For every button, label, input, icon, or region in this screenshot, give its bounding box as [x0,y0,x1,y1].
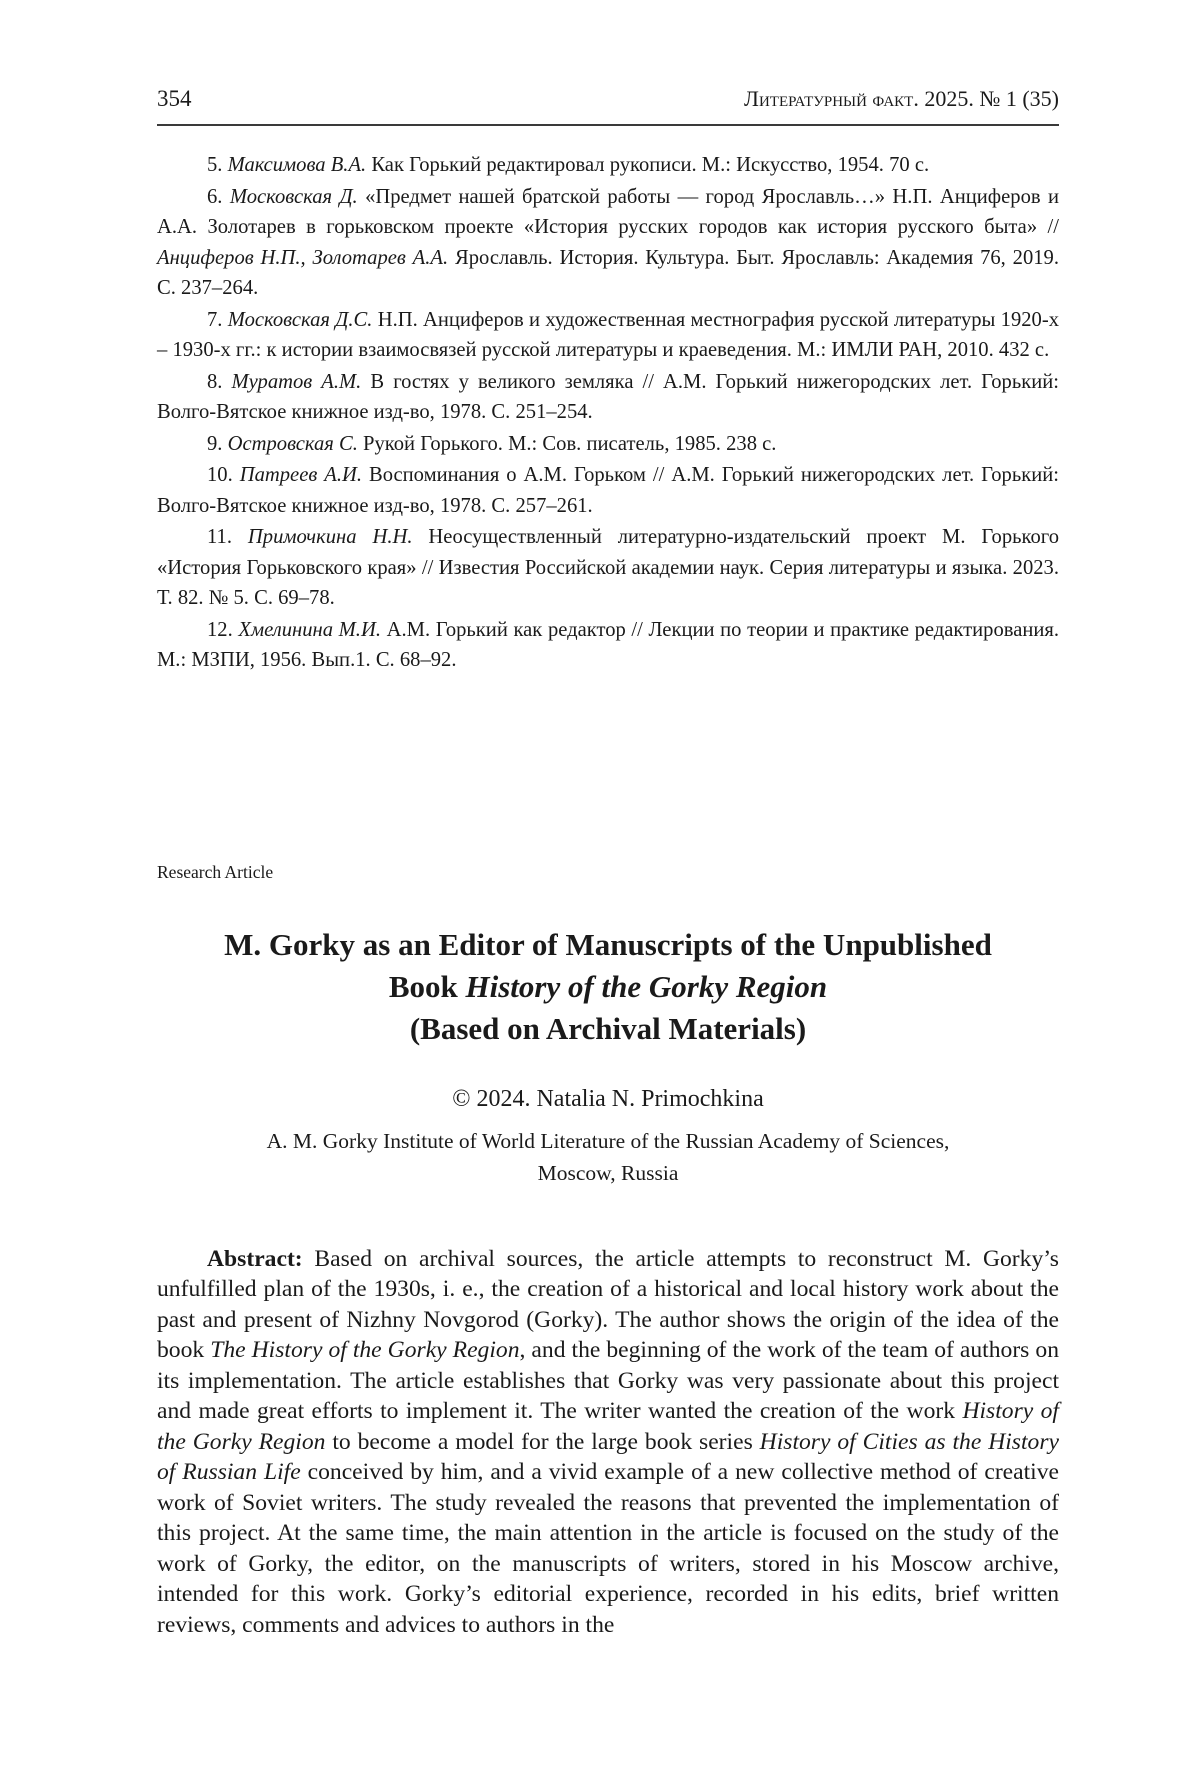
reference-item: 11. Примочкина Н.Н. Неосуществленный литературно-издательский проект М. Горького «История Горьковского края» // Известия Российской академии наук. Серия литературы и языка. 2023. Т. 82. № 5. С. 69–78. [157,526,1059,609]
reference-item: 9. Островская С. Рукой Горького. М.: Сов. писатель, 1985. 238 с. [207,432,777,455]
reference-author: Примочкина Н.Н. [247,526,413,548]
reference-item: 8. Муратов А.М. В гостях у великого земляка // А.М. Горький нижегородских лет. Горький: Волго-Вятское книжное изд-во, 1978. С. 251–254. [157,370,1060,423]
reference-author: Московская Д.С. [227,308,373,331]
abstract-heading: Abstract: [207,1245,303,1272]
article-title [157,924,1059,1050]
reference-author: Островская С. [227,432,358,455]
title-line: Book History of the Gorky Region [388,969,828,1004]
reference-list [157,150,1059,677]
reference-author: Патреев А.И. [239,464,362,486]
journal-citation [744,86,1059,112]
reference-item: 7. Московская Д.С. Н.П. Анциферов и художественная местнография русской литературы 1920-х – 1930-х гг.: к истории взаимосвязей русской литературы и краеведения. М.: ИМЛИ РАН, 2010. 432 с. [157,308,1060,361]
article-author: © 2024. Natalia N. Primochkina [452,1086,764,1112]
title-line: (Based on Archival Materials) [409,1011,807,1046]
running-header [157,86,1059,126]
reference-item: 6. Московская Д. «Предмет нашей братской работы — город Ярославль…» Н.П. Анциферов и А.А. Золотарев в горьковском проекте «История русских городов как история русского быта» // Анциферов Н.П., Золотарев А.А. Ярославль. История. Культура. Быт. Ярославль: Академия 76, 2019. С. 237–264. [157,185,1059,299]
reference-author: Анциферов Н.П., Золотарев А.А. [157,246,449,269]
reference-item: 5. Максимова В.А. Как Горький редактировал рукописи. М.: Искусство, 1954. 70 с. [207,154,930,176]
journal-name: Литературный факт [744,86,914,111]
journal-issue: . 2025. № 1 (35) [913,86,1059,111]
title-book-name: History of the Gorky Region [465,969,828,1004]
reference-author: Муратов А.М. [231,370,362,393]
reference-item: 10. Патреев А.И. Воспоминания о А.М. Горьком // А.М. Горький нижегородских лет. Горький: Волго-Вятское книжное изд-во, 1978. С. 257–261. [157,464,1059,517]
reference-author: Максимова В.А. [227,154,367,176]
page-number: 354 [157,86,192,111]
abstract-paragraph: Abstract: Based on archival sources, the article attempts to reconstruct M. Gorky’s unfulfilled plan of the 1930s, i. e., the creation of a historical and local history work about the past and present of Nizhny Novgorod (Gorky). The author shows the origin of the idea of the book The History of the Gorky Region, and the beginning of the work of the team of authors on its implementation. The article establishes that Gorky was very passionate about this project and made great efforts to implement it. The writer wanted the creation of the work History of the Gorky Region to become a model for the large book series History of Cities as the History of Russian Life conceived by him, and a vivid example of a new collective method of creative work of Soviet writers. The study revealed the reasons that prevented the implementation of this project. At the same time, the main attention in the article is focused on the study of the work of Gorky, the editor, on the manuscripts of writers, stored in his Moscow archive, intended for this work. Gorky’s editorial experience, recorded in his edits, brief written reviews, comments and advices to authors in the [157,1245,1059,1638]
reference-item: 12. Хмелинина М.И. А.М. Горький как редактор // Лекции по теории и практике редактирования. М.: МЗПИ, 1956. Вып.1. С. 68–92. [157,618,1060,671]
author-affiliation: A. M. Gorky Institute of World Literature of the Russian Academy of Sciences, Moscow, Russia [266,1129,950,1185]
title-line: M. Gorky as an Editor of Manuscripts of the Unpublished [224,927,992,962]
reference-author: Московская Д. [229,185,358,208]
reference-author: Хмелинина М.И. [238,618,381,641]
article-type-label: Research Article [157,862,274,882]
